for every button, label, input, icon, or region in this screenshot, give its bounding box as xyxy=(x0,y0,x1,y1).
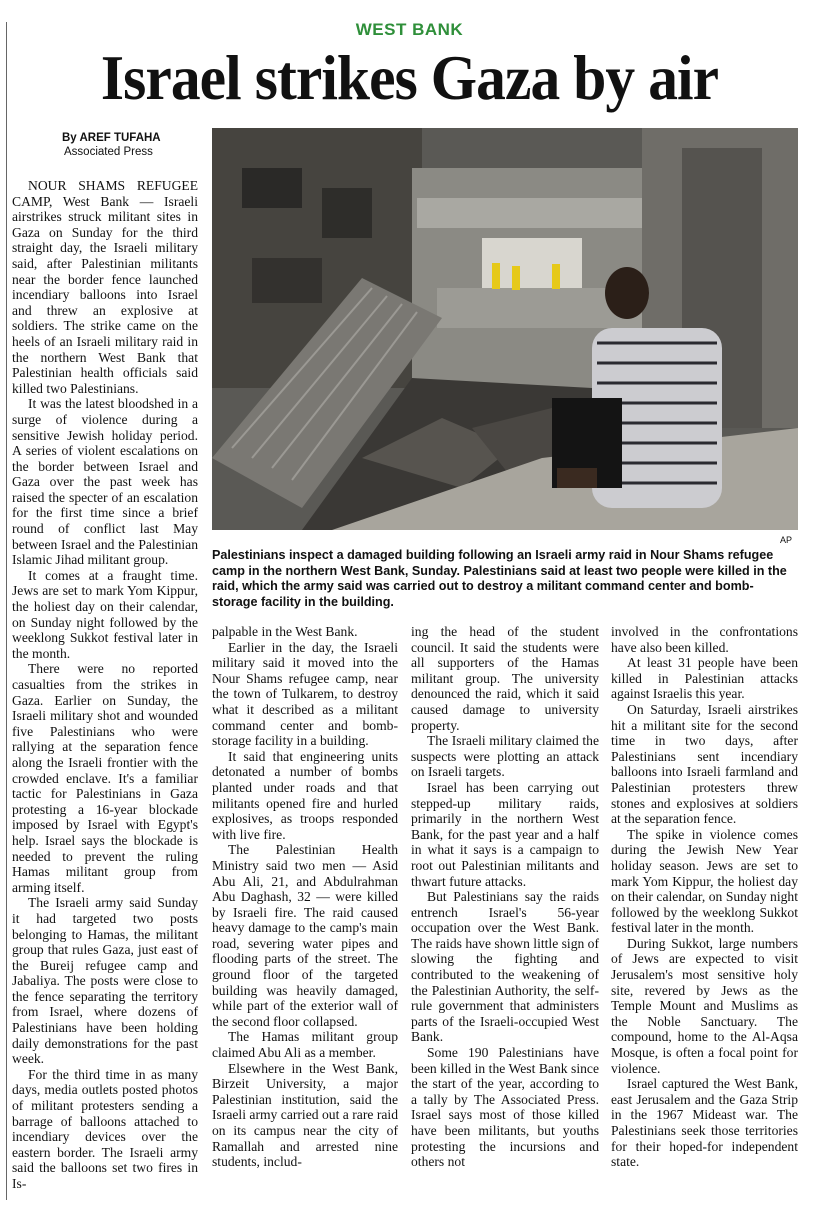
article-column-4 xyxy=(611,624,798,1170)
photo-caption: Palestinians inspect a damaged building following an Israeli army raid in Nour Shams refugee camp in the northern West Bank, Sunday. Palestinians said at least two people were killed in the raid, which the army said was carried out to destroy a militant command center and bomb-storage facility in the building. xyxy=(212,548,787,609)
paragraph: The spike in violence comes during the Jewish New Year holiday season. Jews are set to mark Yom Kippur, the holiest day on their calendar, on Sunday night followed by the weeklong Sukkot festival later in the month. xyxy=(611,826,798,936)
paragraph: It was the latest bloodshed in a surge of violence during a sensitive Jewish holiday period. A series of violent escalations on the border between Israel and Gaza over the past week has raised the specter of an escalation for the first time since a brief round of conflict last May between Israel and the Palestinian Islamic Jihad militant group. xyxy=(12,396,198,568)
paragraph: For the third time in as many days, media outlets posted photos of militant protesters sending a barrage of balloons attached to incendiary devices over the eastern border. The Israeli army said the balloons set two fires in Is- xyxy=(12,1066,198,1191)
paragraph: Israel captured the West Bank, east Jerusalem and the Gaza Strip in the 1967 Mideast war. The Palestinians seek those territories for their hoped-for independent state. xyxy=(611,1076,798,1170)
paragraph: But Palestinians say the raids entrench Israel's 56-year occupation over the West Bank. The raids have shown little sign of slowing the fighting and contributed to the weakening of the Palestinian Authority, the self-rule government that administers parts of the Israeli-occupied West Bank. xyxy=(411,889,600,1045)
section-label: WEST BANK xyxy=(355,20,464,39)
paragraph: The Hamas militant group claimed Abu Ali as a member. xyxy=(212,1029,398,1061)
column-rule xyxy=(6,22,7,1200)
paragraph: The Israeli army said Sunday it had targeted two posts belonging to Hamas, the militant group that rules Gaza, just east of the Bureij refugee camp and Jabaliya. The posts were close to the fence separating the territory from Israel, where dozens of Palestinians have been holding daily demonstrations for the past week. xyxy=(12,895,198,1067)
paragraph: Some 190 Palestinians have been killed in the West Bank since the start of the year, according to a tally by The Associated Press. Israel says most of those killed have been militants, but youths protesting the incursions and others not xyxy=(411,1045,599,1170)
paragraph: During Sukkot, large numbers of Jews are expected to visit Jerusalem's most sensitive holy site, revered by Jews as the Temple Mount and Muslims as the Noble Sanctuary. The compound, home to the Al-Aqsa Mosque, is often a focal point for violence. xyxy=(611,935,798,1076)
article-column-3 xyxy=(411,624,599,1170)
paragraph: NOUR SHAMS REFUGEE CAMP, West Bank — Israeli airstrikes struck militant sites in Gaza on Sunday for the third straight day, the Israeli military said, after Palestinian militants near the border fence launched incendiary balloons into Israel and threw an explosive at soldiers. The strike came on the heels of an Israeli military raid in the northern West Bank that Palestinian health officials said killed two Palestinians. xyxy=(12,178,198,396)
paragraph: On Saturday, Israeli airstrikes hit a militant site for the second time in two days, after Palestinians sent incendiary balloons into Israeli farmland and Palestinian protesters threw stones and explosives at soldiers at the separation fence. xyxy=(611,701,798,827)
paragraph: It comes at a fraught time. Jews are set to mark Yom Kippur, the holiest day on their calendar, on Sunday night followed by the weeklong Sukkot festival later in the month. xyxy=(12,567,198,661)
byline-name: By AREF TUFAHA xyxy=(62,132,161,144)
headline: Israel strikes Gaza by air xyxy=(100,42,719,113)
paragraph: Israel has been carrying out stepped-up military raids, primarily in the northern West Bank, for the past year and a half in what it says is a campaign to root out Palestinian militants and thwart future attacks. xyxy=(411,779,599,889)
paragraph: palpable in the West Bank. xyxy=(212,624,358,639)
photo-rubble-building-icon xyxy=(212,128,798,530)
paragraph: Earlier in the day, the Israeli military said it moved into the Nour Shams refugee camp, near the town of Tulkarem, to destroy what it described as a militant command center and bomb-storage facility in a building. xyxy=(212,639,398,749)
paragraph: At least 31 people have been killed in Palestinian attacks against Israelis this year. xyxy=(611,655,798,702)
paragraph: The Israeli military claimed the suspects were plotting an attack on Israeli targets. xyxy=(411,733,599,780)
paragraph: Elsewhere in the West Bank, Birzeit University, a major Palestinian institution, said the Israeli army carried out a rare raid on its campus near the city of Ramallah and arrested nine students, includ- xyxy=(212,1060,398,1170)
news-photo xyxy=(212,128,798,530)
photo-credit: AP xyxy=(780,535,793,545)
paragraph: It said that engineering units detonated a number of bombs planted under roads and that militants opened fire and hurled explosives, as troops responded with live fire. xyxy=(212,748,398,842)
paragraph: involved in the confrontations have also been killed. xyxy=(611,624,798,655)
article-column-1 xyxy=(12,178,198,1192)
paragraph: There were no reported casualties from the strikes in Gaza. Earlier on Sunday, the Israeli military shot and wounded five Palestinians who were rallying at the separation fence along the Israeli frontier with the crowded enclave. It's a familiar tactic for Palestinians in Gaza protesting a 16-year blockade imposed by Israel with Egypt's help. Israel says the blockade is needed to prevent the ruling Hamas militant group from arming itself. xyxy=(12,661,198,895)
paragraph: The Palestinian Health Ministry said two men — Asid Abu Ali, 21, and Abdulrahman Abu Daghash, 32 — were killed by Israeli fire. The raid caused heavy damage to the camp's main road, severing water pipes and flooding parts of the street. The ground floor of the targeted building was heavily damaged, while part of the exterior wall of the second floor collapsed. xyxy=(212,842,398,1029)
article-column-2 xyxy=(212,624,398,1170)
paragraph: ing the head of the student council. It said the students were all supporters of the Hamas militant group. The university denounced the raid, which it said caused damage to university property. xyxy=(411,624,599,733)
byline xyxy=(62,131,161,159)
byline-org: Associated Press xyxy=(64,146,153,158)
